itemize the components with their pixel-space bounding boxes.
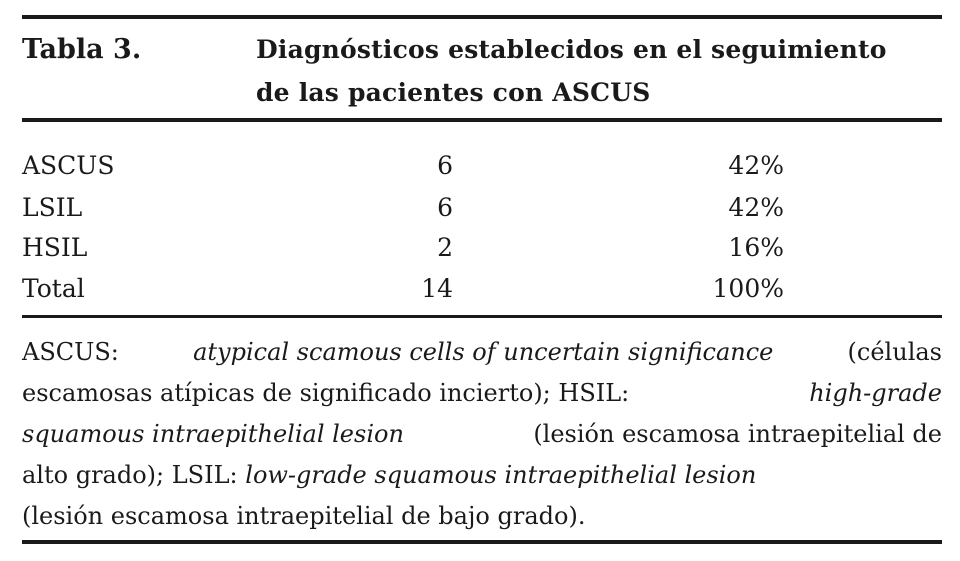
footnote-line-1 [22,332,942,373]
row-percent: 100% [712,274,784,303]
row-percent: 16% [728,233,784,262]
row-count: 6 [437,151,453,180]
row-percent: 42% [728,193,784,222]
header-rule [22,118,942,122]
table-figure [22,0,942,561]
footnote-text: (lesión escamosa intraepitelial de [533,420,942,448]
table-title-line-1: Diagnósticos establecidos en el seguimiento [256,35,887,64]
footnote-line-5 [22,496,942,537]
footnote-text: escamosas atípicas de significado incierto); HSIL: [22,379,630,407]
table-row [22,187,942,228]
footnote-line-4 [22,455,942,496]
footnote-text: (lesión escamosa intraepitelial de bajo grado). [22,502,586,530]
body-rule [22,315,942,318]
footnote-italic-text: high-grade [809,379,942,407]
row-percent: 42% [728,151,784,180]
footnote-text: (células [847,338,942,366]
footnote-text: alto grado); LSIL: [22,461,238,489]
footnote-italic-text: squamous intraepithelial lesion [22,420,404,448]
row-category: LSIL [22,193,83,222]
table-footnote [22,332,942,537]
footnote-line-3 [22,414,942,455]
table-title-line-2: de las pacientes con ASCUS [256,78,651,107]
row-count: 14 [421,274,453,303]
row-category: ASCUS [22,151,115,180]
row-category: Total [22,274,85,303]
bottom-rule [22,540,942,544]
table-row [22,145,942,186]
table-row-total [22,268,942,309]
table-title [256,28,942,114]
row-count: 6 [437,193,453,222]
footnote-text: ASCUS: [22,338,119,366]
top-rule [22,15,942,19]
footnote-line-2 [22,373,942,414]
row-category: HSIL [22,233,88,262]
table-label: Tabla 3. [22,34,142,65]
footnote-italic-text: low-grade squamous intraepithelial lesion [245,461,757,489]
footnote-italic-text: atypical scamous cells of uncertain significance [193,338,774,366]
table-row [22,227,942,268]
row-count: 2 [437,233,453,262]
